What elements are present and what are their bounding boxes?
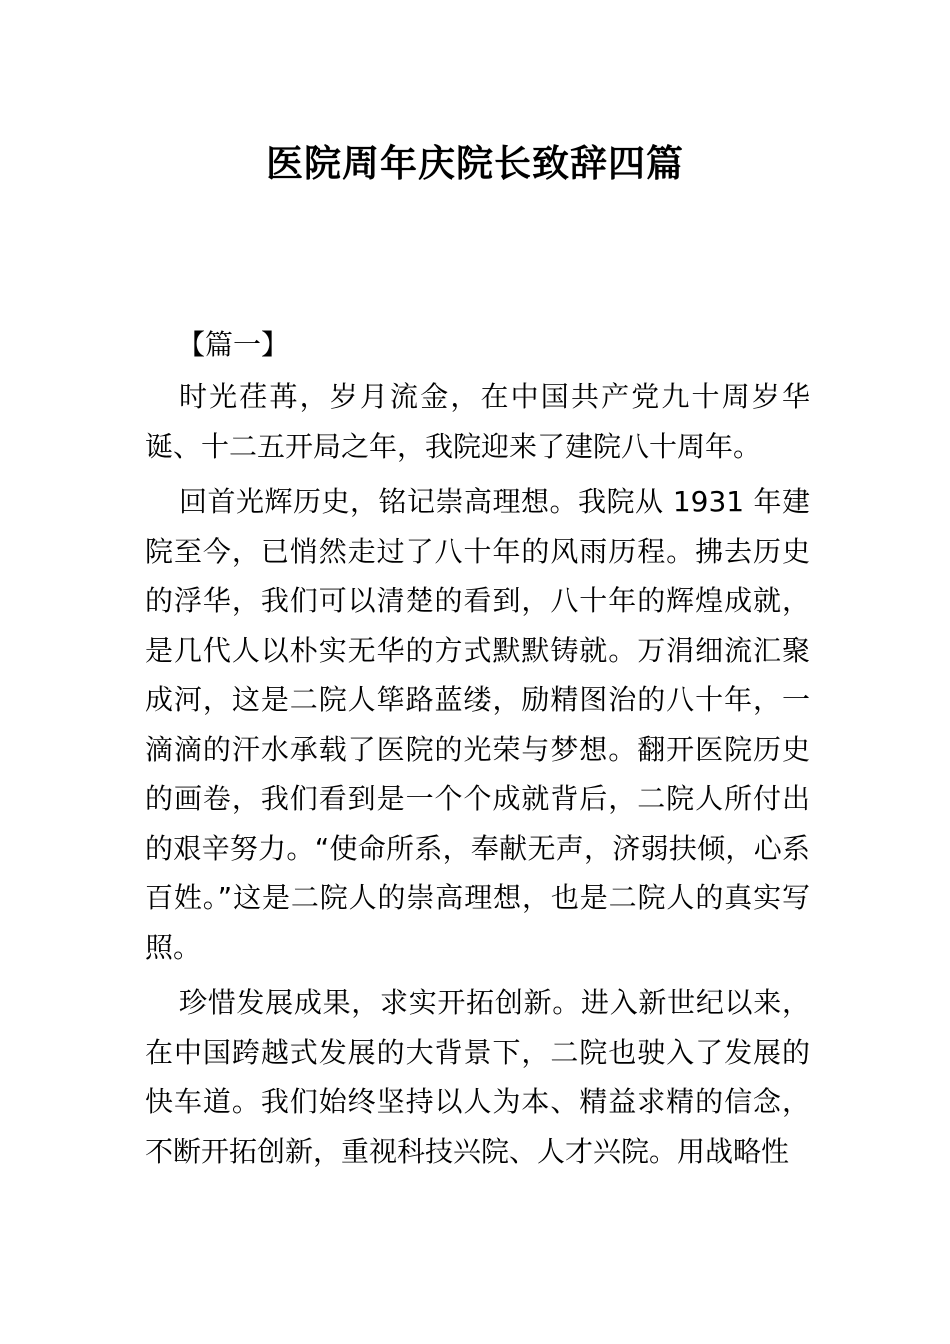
paragraph-1: 时光荏苒，岁月流金，在中国共产党九十周岁华诞、十二五开局之年，我院迎来了建院八十周年。 (145, 380, 810, 463)
document-body (145, 320, 810, 1182)
paragraph-3: 珍惜发展成果，求实开拓创新。进入新世纪以来，在中国跨越式发展的大背景下，二院也驶入了发展的快车道。我们始终坚持以人为本、精益求精的信念，不断开拓创新，重视科技兴院、人才兴院。用战略性 (145, 986, 810, 1168)
document-title: 医院周年庆院长致辞四篇 (266, 142, 684, 185)
paragraph-2: 回首光辉历史，铭记崇高理想。我院从 1931 年建院至今，已悄然走过了八十年的风雨历程。拂去历史的浮华，我们可以清楚的看到，八十年的辉煌成就，是几代人以朴实无华的方式默默铸就。万涓细流汇聚成河，这是二院人筚路蓝缕，励精图治的八十年，一滴滴的汗水承载了医院的光荣与梦想。翻开医院历史的画卷，我们看到是一个个成就背后，二院人所付出的艰辛努力。“使命所系，奉献无声，济弱扶倾，心系百姓。”这是二院人的崇高理想，也是二院人的真实写照。 (145, 485, 810, 964)
section-label: 【篇一】 (177, 328, 290, 361)
